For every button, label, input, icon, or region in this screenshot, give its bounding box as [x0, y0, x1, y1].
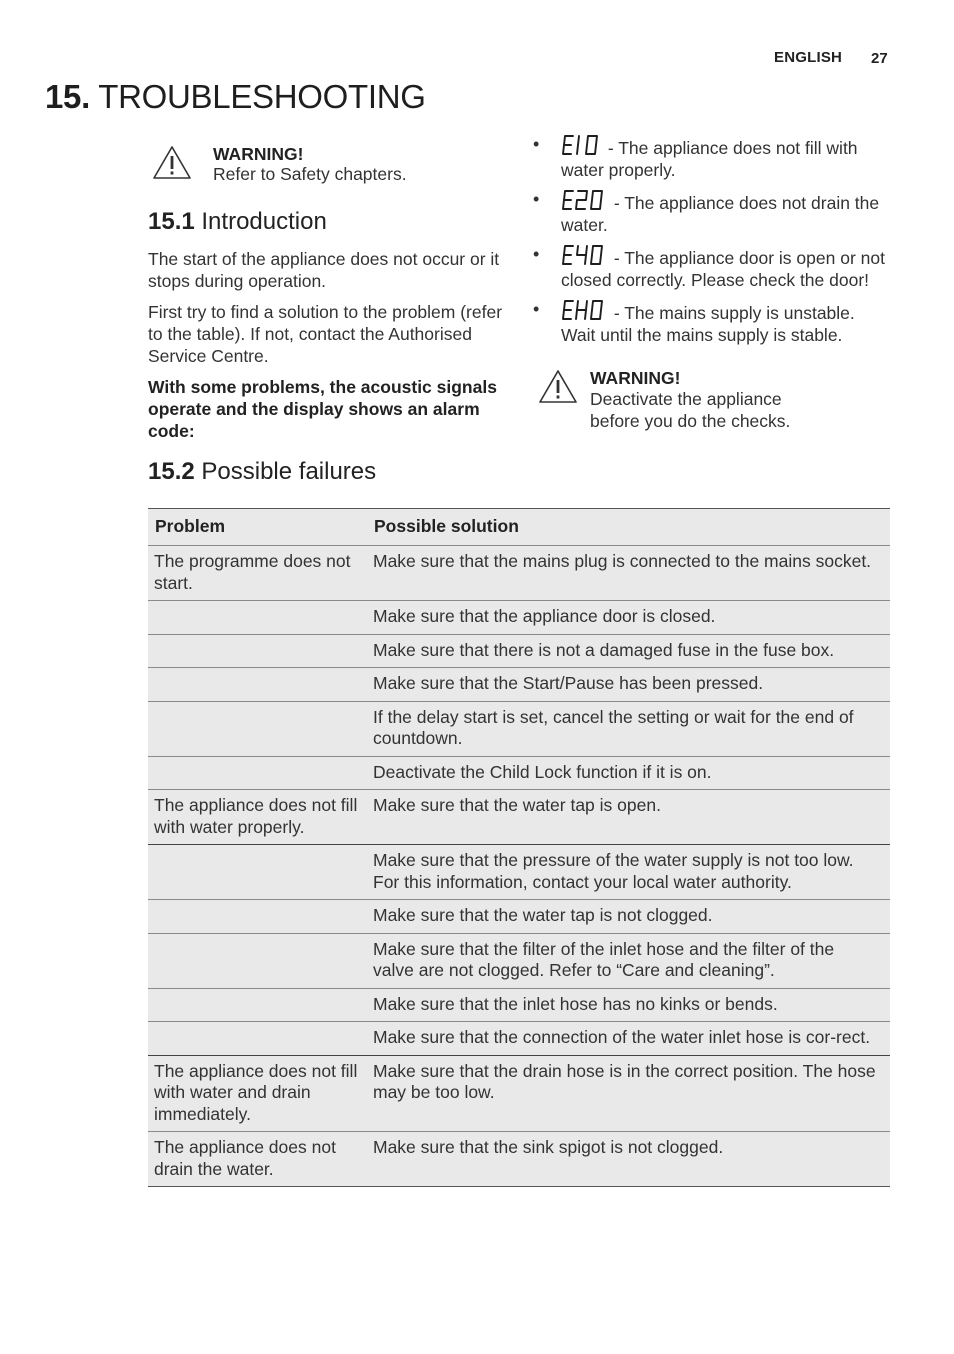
problem-cell [148, 1022, 367, 1056]
list-item: • - The appliance does not fill with water properly. [533, 134, 858, 180]
problem-cell [148, 988, 367, 1022]
warning-title: WARNING! [590, 368, 681, 388]
problem-cell: The programme does not start. [148, 546, 367, 601]
list-item: • - The appliance door is open or not closed correctly. Please check the door! [533, 244, 885, 290]
column-header-problem: Problem [148, 509, 367, 546]
warning-icon [538, 369, 578, 405]
intro-paragraph-bold: With some problems, the acoustic signals operate and the display shows an alarm code: [148, 377, 497, 441]
solution-cell: Make sure that the sink spigot is not clogged. [367, 1132, 890, 1187]
solution-cell: Make sure that the appliance door is closed. [367, 601, 890, 635]
alarm-code [561, 299, 609, 321]
alarm-code [561, 134, 603, 156]
table-row [148, 668, 890, 702]
problem-cell [148, 756, 367, 790]
problem-cell: The appliance does not fill with water and drain immediately. [148, 1055, 367, 1132]
solution-cell: Deactivate the Child Lock function if it is on. [367, 756, 890, 790]
table-row [148, 1022, 890, 1056]
warning-text: Deactivate the appliance before you do the checks. [590, 389, 791, 431]
list-item: • - The mains supply is unstable. Wait until the mains supply is stable. [533, 299, 855, 345]
solution-cell: Make sure that the filter of the inlet hose and the filter of the valve are not clogged. Refer to “Care and cleaning”. [367, 933, 890, 988]
alarm-code-description: - The appliance does not drain the water. [561, 193, 880, 235]
intro-paragraph: First try to find a solution to the problem (refer to the table). If not, contact the Authorised Service Centre. [148, 302, 503, 366]
problem-cell [148, 845, 367, 900]
chapter-title-text: TROUBLESHOOTING [98, 78, 426, 115]
problem-cell [148, 634, 367, 668]
alarm-code-e10-glyph [561, 134, 603, 156]
table-row [148, 933, 890, 988]
table-row [148, 790, 890, 845]
alarm-code-description: - The mains supply is unstable. Wait until the mains supply is stable. [561, 303, 855, 345]
intro-paragraph: The start of the appliance does not occur or it stops during operation. [148, 249, 500, 291]
table-row [148, 701, 890, 756]
problem-cell [148, 668, 367, 702]
problem-cell [148, 701, 367, 756]
language-label: ENGLISH [774, 49, 843, 66]
solution-cell: Make sure that the water tap is open. [367, 790, 890, 845]
table-row [148, 845, 890, 900]
solution-cell: Make sure that the drain hose is in the correct position. The hose may be too low. [367, 1055, 890, 1132]
solution-cell: Make sure that the Start/Pause has been pressed. [367, 668, 890, 702]
alarm-code-list [533, 134, 885, 354]
solution-cell: Make sure that there is not a damaged fuse in the fuse box. [367, 634, 890, 668]
table-header-row [148, 509, 890, 546]
warning-title: WARNING! [213, 144, 304, 164]
table-row [148, 988, 890, 1022]
table-row [148, 1055, 890, 1132]
table-row [148, 1132, 890, 1187]
section-heading-introduction [148, 208, 327, 236]
alarm-code [561, 244, 609, 266]
warning-text: Refer to Safety chapters. [213, 164, 407, 184]
alarm-code-description: - The appliance door is open or not closed correctly. Please check the door! [561, 248, 885, 290]
solution-cell: Make sure that the mains plug is connected to the mains socket. [367, 546, 890, 601]
alarm-code-description: - The appliance does not fill with water properly. [561, 138, 858, 180]
list-item: • - The appliance does not drain the water. [533, 189, 880, 235]
table-row [148, 900, 890, 934]
table-row [148, 634, 890, 668]
alarm-code-eh0-glyph [561, 299, 609, 321]
section-number: 15.1 [148, 208, 195, 235]
solution-cell: Make sure that the pressure of the water supply is not too low. For this information, contact your local water authority. [367, 845, 890, 900]
possible-failures-table [148, 508, 890, 1187]
alarm-code-e40-glyph [561, 244, 609, 266]
section-heading-possible-failures [148, 458, 376, 486]
page-number: 27 [871, 50, 888, 67]
problem-cell [148, 900, 367, 934]
table-row [148, 601, 890, 635]
table-row [148, 546, 890, 601]
problem-cell: The appliance does not drain the water. [148, 1132, 367, 1187]
solution-cell: Make sure that the inlet hose has no kinks or bends. [367, 988, 890, 1022]
alarm-code [561, 189, 609, 211]
solution-cell: If the delay start is set, cancel the setting or wait for the end of countdown. [367, 701, 890, 756]
solution-cell: Make sure that the water tap is not clogged. [367, 900, 890, 934]
chapter-title [45, 78, 426, 116]
problem-cell: The appliance does not fill with water properly. [148, 790, 367, 845]
problem-cell [148, 601, 367, 635]
solution-cell: Make sure that the connection of the water inlet hose is cor-rect. [367, 1022, 890, 1056]
alarm-code-e20-glyph [561, 189, 609, 211]
section-number: 15.2 [148, 458, 195, 485]
section-title: Introduction [201, 208, 327, 235]
table-row [148, 756, 890, 790]
chapter-number: 15. [45, 78, 90, 115]
problem-cell [148, 933, 367, 988]
section-title: Possible failures [201, 458, 377, 485]
warning-icon [152, 145, 192, 181]
column-header-possible-solution: Possible solution [367, 509, 890, 546]
